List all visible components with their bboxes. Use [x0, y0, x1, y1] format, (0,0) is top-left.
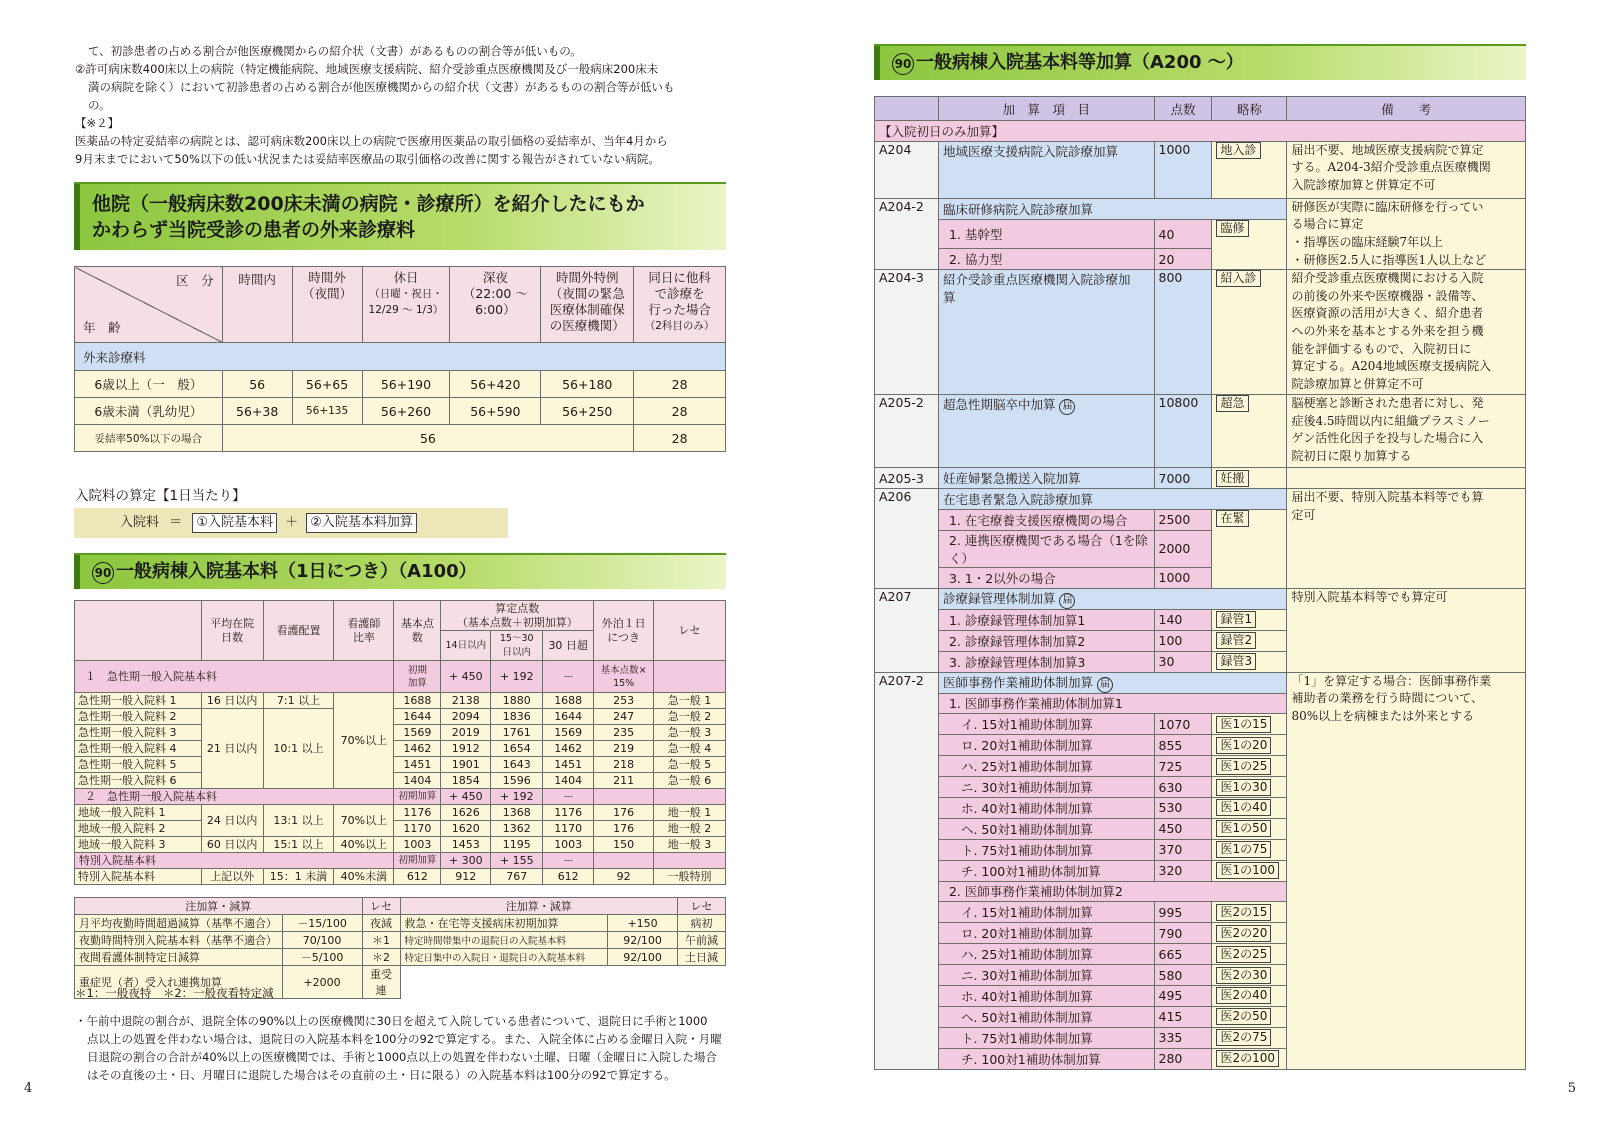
- formula-title: 入院料の算定【1日当たり】: [75, 488, 246, 504]
- col-header: 時間外 （夜間）: [292, 267, 362, 343]
- abbr-badge: 医2の25: [1216, 946, 1271, 963]
- table-row: ロ. 20対1補助体制加算 855 医1の20: [875, 735, 1526, 756]
- col-header: 外泊１日 につき: [594, 601, 654, 661]
- table-row: A204-3 紹介受診重点医療機関入院診療加 算 800 紹入診 紹介受診重点医療機関における入院 の前後の外来や医療機器・設備等、 医療資源の活用が大きく、紹介患者 への外来を基本とする外来を担う機 能を評価するもので、入院初日に 算定する。A204地域医療支援病院入 院診療加算と併算定不可: [875, 270, 1526, 395]
- remark: 研修医が実際に臨床研修を行ってい る場合に算定 ・指導医の臨床経験7年以上 ・研修医2.5人に指導医1人以上など: [1287, 198, 1526, 269]
- table-row: 夜間看護体制特定日減算 －5/100 ＊2 特定日集中の入院日・退院日の入院基本料 92/100 土日減: [75, 949, 726, 966]
- section-heading-a200: [874, 44, 1526, 80]
- table-row: チ. 100対1補助体制加算 280 医2の100: [875, 1048, 1526, 1069]
- abbr-badge: 臨修: [1216, 220, 1248, 237]
- notification-mark: 届: [1097, 677, 1113, 693]
- formula-term-basic: ①入院基本料: [192, 513, 277, 533]
- abbr-badge: 医2の40: [1216, 987, 1271, 1004]
- table-row: 重症児（者）受入れ連携加算 +2000 重受連: [75, 966, 726, 999]
- table-header-row: 加 算 項 目 点数 略称 備 考: [875, 97, 1526, 121]
- table-row: A206 在宅患者緊急入院診療加算 届出不要、特別入院基本料等でも算 定可: [875, 489, 1526, 510]
- table-row: 6歳以上（一 般） 56 56+65 56+190 56+420 56+180 28: [75, 371, 726, 398]
- col-header: 15～30 日以内: [491, 631, 543, 661]
- abbr-badge: 医2の50: [1216, 1008, 1271, 1025]
- table-row: ハ. 25対1補助体制加算 665 医2の25: [875, 944, 1526, 965]
- abbr-badge: 医1の75: [1216, 841, 1271, 858]
- col-header: 時間内: [222, 267, 292, 343]
- table-row: ハ. 25対1補助体制加算 725 医1の25: [875, 756, 1526, 777]
- table-row: 特別入院基本料 上記以外 15：1 未満 40%未満 612 912 767 612 92 一般特別: [75, 869, 726, 885]
- col-header: 30 日超: [543, 631, 594, 661]
- table-row: 1. 基幹型 40 臨修: [875, 219, 1526, 249]
- note-line: 日退院の割合の合計が40%以上の医療機関では、手術と1000点以上の処置を伴わない土曜、日曜（金曜日に入院した場合: [87, 1050, 717, 1064]
- remark: 届出不要、地域医療支援病院で算定 する。A204-3紹介受診重点医療機関 入院診療加算と併算定不可: [1287, 141, 1526, 198]
- abbr-badge: 録管1: [1216, 611, 1256, 628]
- table-row: イ. 15対1補助体制加算 995 医2の15: [875, 902, 1526, 923]
- table-row: 急性期一般入院料 3 1569 2019 1761 1569 235 急一般 3: [75, 725, 726, 741]
- section-row: 【入院初日のみ加算】: [875, 121, 1526, 142]
- col-header: 平均在院 日数: [201, 601, 263, 661]
- heading-text: 一般病棟入院基本料等加算（A200 ～）: [916, 52, 1244, 73]
- note-line: はその直後の土・日、月曜日に退院した場合はその直前の土・日に限る）の入院基本料は100分の92で算定する。: [87, 1068, 676, 1082]
- abbr-badge: 医1の50: [1216, 820, 1271, 837]
- col-header: 14日以内: [441, 631, 491, 661]
- col-header: 注加算・減算: [75, 898, 363, 915]
- table-row: 急性期一般入院料 6 1404 1854 1596 1404 211 急一般 6: [75, 773, 726, 789]
- table-row: A207-2 医師事務作業補助体制加算 届 「1」を算定する場合：医師事務作業 補助者の業務を行う時間について、 80%以上を病棟または外来とする: [875, 672, 1526, 693]
- section-row: 外来診療料: [75, 343, 726, 371]
- table-row: 地域一般入院料 2 1170 1620 1362 1170 176 地一般 2: [75, 821, 726, 837]
- intro-line: 満の病院を除く）において初診患者の占める割合が他医療機関からの紹介状（文書）があるものの割合等が低いも: [88, 80, 675, 94]
- abbr-badge: 医1の100: [1216, 862, 1279, 879]
- table-row: 急性期一般入院料 4 1462 1912 1654 1462 219 急一般 4: [75, 741, 726, 757]
- table-row: 妥結率50%以下の場合 56 28: [75, 425, 726, 452]
- remark: 届出不要、特別入院基本料等でも算 定可: [1287, 489, 1526, 589]
- table-row: 急性期一般入院料 2 21 日以内 10:1 以上 1644 2094 1836 1644 247 急一般 2: [75, 709, 726, 725]
- page-number: 5: [1567, 1081, 1576, 1096]
- formula-box: 入院料 ＝ ①入院基本料 ＋ ②入院基本料加算: [74, 508, 508, 538]
- corner-top-label: 区 分: [176, 273, 214, 288]
- corner-bottom-label: 年 齢: [83, 320, 121, 335]
- corner-cell: [75, 267, 223, 343]
- intro-text: [75, 42, 725, 168]
- abbr-badge: 医1の15: [1216, 716, 1271, 733]
- heading-line: 他院（一般病床数200床未満の病院・診療所）を紹介したにもか: [92, 193, 645, 215]
- table-row: 3. 診療録管理体制加算3 30 録管3: [875, 651, 1526, 672]
- remark: 特別入院基本料等でも算定可: [1287, 588, 1526, 672]
- abbr-badge: 録管2: [1216, 632, 1256, 649]
- abbr-badge: 紹入診: [1216, 270, 1260, 287]
- footnote: ＊1：一般夜特 ＊2：一般夜看特定減: [75, 986, 274, 1000]
- abbr-badge: 地入診: [1216, 142, 1260, 159]
- abbr-badge: 医1の30: [1216, 779, 1271, 796]
- abbr-badge: 医2の20: [1216, 925, 1271, 942]
- formula-label: 入院料: [120, 515, 160, 530]
- table-row: 急性期一般入院料 5 1451 1901 1643 1451 218 急一般 5: [75, 757, 726, 773]
- note-marker: 【※２】: [75, 116, 120, 130]
- col-header: 基本点数: [394, 601, 441, 661]
- abbr-badge: 録管3: [1216, 653, 1256, 670]
- intro-line: 9月末までにおいて50%以下の低い状況または妥結率医療品の取引価格の改善に関する報告がされていない病院。: [75, 152, 660, 166]
- intro-line: 医薬品の特定妥結率の病院とは、認可病床数200床以上の病院で医療用医薬品の取引価格の妥結率が、当年4月から: [75, 134, 668, 148]
- page-number: 4: [24, 1081, 33, 1096]
- heading-line: かわらず当院受診の患者の外来診療料: [92, 219, 416, 241]
- section-number-badge: 90: [892, 53, 914, 75]
- abbr-badge: 医1の40: [1216, 799, 1271, 816]
- table-row: 2. 協力型 20: [875, 249, 1526, 270]
- a200-addition-table: [874, 96, 1526, 1070]
- section-heading-outpatient: [74, 182, 726, 250]
- abbr-badge: 医2の100: [1216, 1050, 1279, 1067]
- table-row: ヘ. 50対1補助体制加算 450 医1の50: [875, 818, 1526, 839]
- outpatient-fee-table: [74, 266, 726, 452]
- table-row: ロ. 20対1補助体制加算 790 医2の20: [875, 923, 1526, 944]
- heading-text: 一般病棟入院基本料（1日につき）（A100）: [116, 561, 477, 582]
- note-line: ・午前中退院の割合が、退院全体の90%以上の医療機関に30日を超えて入院している患者について、退院日に手術と1000: [75, 1014, 708, 1028]
- table-row: 夜勤時間特別入院基本料（基準不適合） 70/100 ＊1 特定時間帯集中の退院日の入院基本料 92/100 午前減: [75, 932, 726, 949]
- col-header: 算定点数 （基本点数＋初期加算）: [441, 601, 594, 631]
- a100-fee-table: [74, 600, 726, 885]
- col-header: レセ: [362, 898, 400, 915]
- formula-term-addition: ②入院基本料加算: [306, 513, 417, 533]
- abbr-badge: 医1の20: [1216, 737, 1271, 754]
- table-row: A205-3 妊産婦緊急搬送入院加算 7000 妊搬: [875, 468, 1526, 489]
- col-header: 同日に他科 で診療を 行った場合 （2科目のみ）: [634, 267, 726, 343]
- table-row: ニ. 30対1補助体制加算 580 医2の30: [875, 965, 1526, 986]
- col-header: 深夜 （22:00 ～ 6:00）: [450, 267, 541, 343]
- table-row: ホ. 40対1補助体制加算 530 医1の40: [875, 797, 1526, 818]
- table-row: 地域一般入院料 3 60 日以内 15:1 以上 40%以上 1003 1453 1195 1003 150 地一般 3: [75, 837, 726, 853]
- table-row: チ. 100対1補助体制加算 320 医1の100: [875, 860, 1526, 881]
- note-text: [75, 1012, 730, 1084]
- abbr-badge: 妊搬: [1216, 470, 1248, 487]
- col-header: レセ: [678, 898, 726, 915]
- table-row: 1. 在宅療養支援医療機関の場合 2500 在緊: [875, 510, 1526, 531]
- table-row: A207 診療録管理体制加算 届 特別入院基本料等でも算定可: [875, 588, 1526, 609]
- abbr-badge: 超急: [1216, 395, 1248, 412]
- table-row: A204 地域医療支援病院入院診療加算 1000 地入診 届出不要、地域医療支援病院で算定 する。A204-3紹介受診重点医療機関 入院診療加算と併算定不可: [875, 141, 1526, 198]
- table-row: ニ. 30対1補助体制加算 630 医1の30: [875, 777, 1526, 798]
- abbr-badge: 医2の30: [1216, 967, 1271, 984]
- section-heading-a100: [74, 553, 726, 589]
- table-row: 地域一般入院料 1 24 日以内 13:1 以上 70%以上 1176 1626 1368 1176 176 地一般 1: [75, 805, 726, 821]
- intro-line: の。: [88, 98, 111, 112]
- abbr-badge: 医1の25: [1216, 758, 1271, 775]
- table-row: ホ. 40対1補助体制加算 495 医2の40: [875, 985, 1526, 1006]
- col-header: 時間外特例 （夜間の緊急 医療体制確保 の医療機関）: [541, 267, 634, 343]
- remark: 「1」を算定する場合：医師事務作業 補助者の業務を行う時間について、 80%以上を病棟または外来とする: [1287, 672, 1526, 1069]
- table-row: 2. 医師事務作業補助体制加算2: [875, 881, 1526, 902]
- intro-line: ②許可病床数400床以上の病院（特定機能病院、地域医療支援病院、紹介受診重点医療機関及び一般病床200床未: [75, 62, 659, 76]
- table-row: ト. 75対1補助体制加算 335 医2の75: [875, 1027, 1526, 1048]
- right-page: [800, 0, 1600, 1130]
- table-row: 6歳未満（乳幼児） 56+38 56+135 56+260 56+590 56+250 28: [75, 398, 726, 425]
- notification-mark: 届: [1059, 399, 1075, 415]
- group-row: ２ 急性期一般入院基本料 初期加算 + 450 + 192 －: [75, 789, 726, 805]
- section-number-badge: 90: [92, 562, 114, 584]
- table-row: 1. 医師事務作業補助体制加算1: [875, 693, 1526, 714]
- table-row: 2. 診療録管理体制加算2 100 録管2: [875, 630, 1526, 651]
- col-header: 休日 （日曜・祝日・ 12/29 ～ 1/3）: [362, 267, 450, 343]
- table-row: 2. 連携医療機関である場合（1を除く） 2000: [875, 530, 1526, 567]
- table-row: イ. 15対1補助体制加算 1070 医1の15: [875, 714, 1526, 735]
- remark: 紹介受診重点医療機関における入院 の前後の外来や医療機器・設備等、 医療資源の活用が大きく、紹介患者 への外来を基本とする外来を担う機 能を評価するもので、入院初日に 算定する。A204地域医療支援病院入 院診療加算と併算定不可: [1287, 270, 1526, 395]
- abbr-badge: 在緊: [1216, 510, 1248, 527]
- additions-table: [74, 897, 726, 999]
- abbr-badge: 医2の75: [1216, 1029, 1271, 1046]
- table-row: A205-2 超急性期脳卒中加算 届 10800 超急 脳梗塞と診断された患者に対し、発 症後4.5時間以内に組織プラスミノー ゲン活性化因子を投与した場合に入 院初日に限り加算する: [875, 395, 1526, 468]
- col-header: 看護配置: [263, 601, 334, 661]
- table-row: A204-2 臨床研修病院入院診療加算 研修医が実際に臨床研修を行ってい る場合に算定 ・指導医の臨床経験7年以上 ・研修医2.5人に指導医1人以上など: [875, 198, 1526, 219]
- remark: 脳梗塞と診断された患者に対し、発 症後4.5時間以内に組織プラスミノー ゲン活性化因子を投与した場合に入 院初日に限り加算する: [1287, 395, 1526, 468]
- abbr-badge: 医2の15: [1216, 904, 1271, 921]
- table-row: 3. 1・2以外の場合 1000: [875, 567, 1526, 588]
- group-row: １ 急性期一般入院基本料 初期 加算 + 450 + 192 － 基本点数× 15%: [75, 661, 726, 693]
- col-header: 注加算・減算: [400, 898, 678, 915]
- intro-line: て、初診患者の占める割合が他医療機関からの紹介状（文書）があるものの割合等が低いもの。: [88, 44, 582, 58]
- table-row: 月平均夜勤時間超過減算（基準不適合） －15/100 夜減 救急・在宅等支援病床初期加算 +150 病初: [75, 915, 726, 932]
- table-row: 急性期一般入院料 1 16 日以内 7:1 以上 70%以上 1688 2138 1880 1688 253 急一般 1: [75, 693, 726, 709]
- note-line: 点以上の処置を伴わない場合は、退院日の入院基本料を100分の92で算定する。また、入院全体に占める金曜日入院・月曜: [87, 1032, 722, 1046]
- table-row: 1. 診療録管理体制加算1 140 録管1: [875, 609, 1526, 630]
- col-header: 看護師 比率: [334, 601, 394, 661]
- group-row: 特別入院基本料 初期加算 + 300 + 155 －: [75, 853, 726, 869]
- col-header: レセ: [654, 601, 726, 661]
- table-row: ヘ. 50対1補助体制加算 415 医2の50: [875, 1006, 1526, 1027]
- table-row: ト. 75対1補助体制加算 370 医1の75: [875, 839, 1526, 860]
- notification-mark: 届: [1059, 593, 1075, 609]
